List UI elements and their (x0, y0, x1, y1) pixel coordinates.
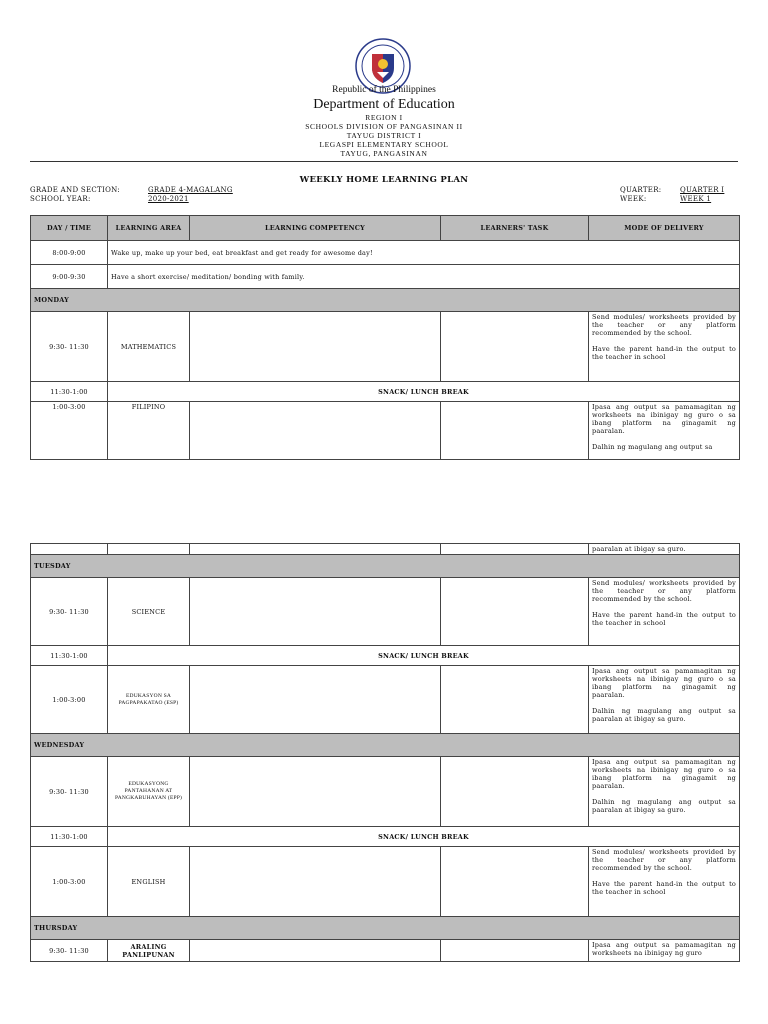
header-line-address: TAYUG, PANGASINAN (340, 149, 428, 158)
time-cell: 9:30- 11:30 (31, 578, 108, 646)
grade-label: GRADE AND SECTION: (30, 186, 120, 194)
grade-value: GRADE 4-MAGALANG (148, 186, 233, 194)
routine-text: Wake up, make up your bed, eat breakfast and get ready for awesome day! (108, 241, 740, 265)
mode-cell: Send modules/ worksheets provided by the teacher or any platform recommended by the school. Have the parent hand-in the output to the teacher in school (589, 578, 740, 646)
table-row (31, 757, 740, 827)
time-cell: 11:30-1:00 (31, 827, 108, 847)
competency-cell (190, 940, 441, 962)
competency-cell (190, 544, 441, 555)
area-cell: MATHEMATICS (108, 312, 190, 382)
header-line-region: REGION I (365, 113, 403, 122)
day-row-tuesday (31, 555, 740, 578)
task-cell (441, 666, 589, 734)
mode-cell: Ipasa ang output sa pamamagitan ng worksheets na ibinigay ng guro (589, 940, 740, 962)
area-cell: SCIENCE (108, 578, 190, 646)
area-cell (108, 544, 190, 555)
task-cell (441, 402, 589, 460)
quarter-value: QUARTER I (680, 186, 725, 194)
table-row (31, 646, 740, 666)
task-cell (441, 312, 589, 382)
year-value: 2020-2021 (148, 195, 189, 203)
area-cell: EDUKASYONG PANTAHANAN AT PANGKABUHAYAN (EPP) (108, 757, 190, 827)
day-row-monday (31, 289, 740, 312)
col-learning-competency: LEARNING COMPETENCY (190, 216, 441, 241)
mode-cell: Send modules/ worksheets provided by the teacher or any platform recommended by the school. Have the parent hand-in the output to the teacher in school (589, 847, 740, 917)
routine-time: 9:00-9:30 (31, 265, 108, 289)
plan-table-page2 (30, 543, 740, 962)
day-row-thursday (31, 917, 740, 940)
header-line-school: LEGASPI ELEMENTARY SCHOOL (319, 140, 449, 149)
routine-text: Have a short exercise/ meditation/ bonding with family. (108, 265, 740, 289)
table-row (31, 241, 740, 265)
week-label: WEEK: (620, 195, 647, 203)
competency-cell (190, 757, 441, 827)
plan-title: WEEKLY HOME LEARNING PLAN (299, 175, 469, 185)
area-cell: ARALING PANLIPUNAN (108, 940, 190, 962)
area-cell: EDUKASYON SA PAGPAPAKATAO (ESP) (108, 666, 190, 734)
header-divider (30, 161, 738, 162)
mode-cell: paaralan at ibigay sa guro. (589, 544, 740, 555)
plan-table-page1 (30, 215, 740, 460)
col-day-time: DAY / TIME (31, 216, 108, 241)
col-learning-area: LEARNING AREA (108, 216, 190, 241)
day-label: WEDNESDAY (31, 734, 740, 757)
time-cell (31, 544, 108, 555)
competency-cell (190, 666, 441, 734)
competency-cell (190, 402, 441, 460)
mode-cell: Ipasa ang output sa pamamagitan ng worksheets na ibinigay ng guro o sa ibang platform na ginagamit ng paaralan. Dalhin ng magulang ang output sa paaralan at ibigay sa guro. (589, 757, 740, 827)
task-cell (441, 544, 589, 555)
routine-time: 8:00-9:00 (31, 241, 108, 265)
day-row-wednesday (31, 734, 740, 757)
competency-cell (190, 312, 441, 382)
table-row (31, 382, 740, 402)
table-row (31, 265, 740, 289)
col-learners-task: LEARNERS' TASK (441, 216, 589, 241)
time-cell: 1:00-3:00 (31, 666, 108, 734)
break-cell: SNACK/ LUNCH BREAK (108, 646, 740, 666)
day-label: MONDAY (31, 289, 740, 312)
time-cell: 11:30-1:00 (31, 646, 108, 666)
header-line-district: TAYUG DISTRICT I (346, 131, 422, 140)
republic-text: Republic of the Philippines (332, 85, 436, 95)
table-row (31, 847, 740, 917)
mode-cell: Send modules/ worksheets provided by the teacher or any platform recommended by the school. Have the parent hand-in the output to the teacher in school (589, 312, 740, 382)
table-row (31, 402, 740, 460)
competency-cell (190, 847, 441, 917)
time-cell: 9:30- 11:30 (31, 312, 108, 382)
time-cell: 9:30- 11:30 (31, 757, 108, 827)
competency-cell (190, 578, 441, 646)
mode-cell: Ipasa ang output sa pamamagitan ng worksheets na ibinigay ng guro o sa ibang platform na ginagamit ng paaralan. Dalhin ng magulang ang output sa paaralan at ibigay sa guro. (589, 666, 740, 734)
col-mode-of-delivery: MODE OF DELIVERY (589, 216, 740, 241)
table-row (31, 940, 740, 962)
task-cell (441, 940, 589, 962)
day-label: TUESDAY (31, 555, 740, 578)
task-cell (441, 757, 589, 827)
time-cell: 11:30-1:00 (31, 382, 108, 402)
week-value: WEEK 1 (680, 195, 712, 203)
day-label: THURSDAY (31, 917, 740, 940)
break-cell: SNACK/ LUNCH BREAK (108, 827, 740, 847)
break-cell: SNACK/ LUNCH BREAK (108, 382, 740, 402)
area-cell: FILIPINO (108, 402, 190, 460)
table-row (31, 544, 740, 555)
time-cell: 1:00-3:00 (31, 402, 108, 460)
department-title: Department of Education (313, 97, 455, 112)
table-row (31, 666, 740, 734)
table-row (31, 312, 740, 382)
area-cell: ENGLISH (108, 847, 190, 917)
year-label: SCHOOL YEAR: (30, 195, 91, 203)
time-cell: 1:00-3:00 (31, 847, 108, 917)
mode-cell: Ipasa ang output sa pamamagitan ng worksheets na ibinigay ng guro o sa ibang platform na ginagamit ng paaralan. Dalhin ng magulang ang output sa (589, 402, 740, 460)
task-cell (441, 578, 589, 646)
quarter-label: QUARTER: (620, 186, 662, 194)
table-row (31, 578, 740, 646)
table-row (31, 827, 740, 847)
time-cell: 9:30- 11:30 (31, 940, 108, 962)
header-line-division: SCHOOLS DIVISION OF PANGASINAN II (305, 122, 463, 131)
task-cell (441, 847, 589, 917)
